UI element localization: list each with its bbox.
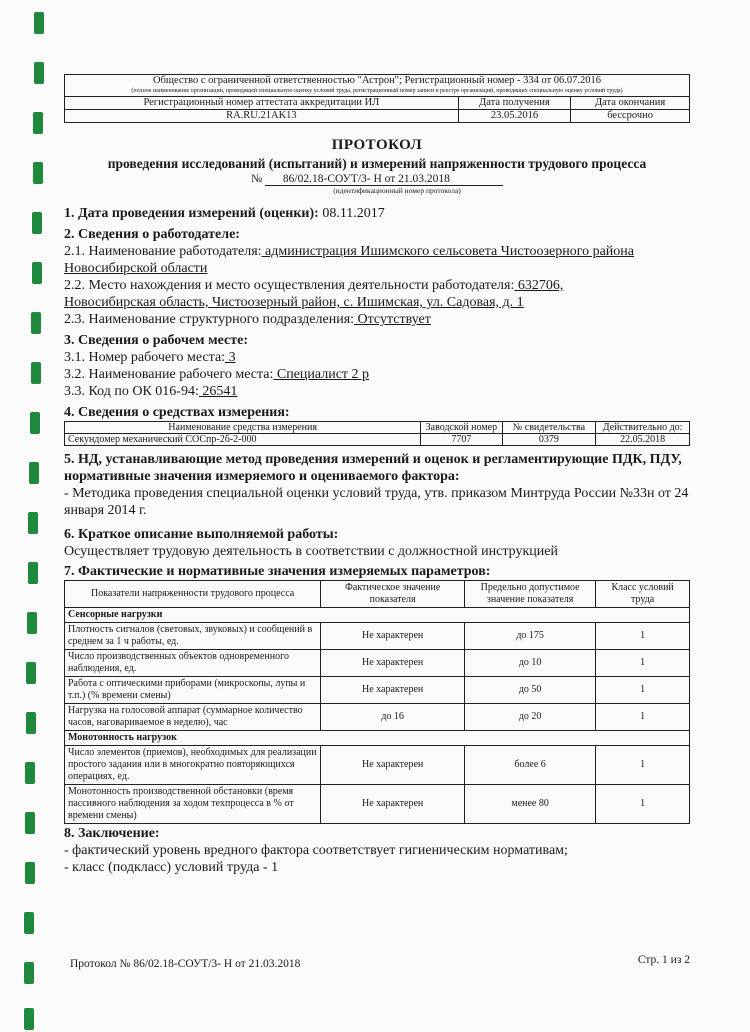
table-row: [65, 785, 690, 824]
table-cell: Не характерен: [321, 650, 465, 677]
section-5-text: - Методика проведения специальной оценки условий труда, утв. приказом Минтруда России №33н от 24 января 2014 г.: [64, 486, 689, 518]
section-3-heading: 3. Сведения о рабочем месте:: [64, 333, 248, 348]
binding-clip: [26, 712, 36, 734]
section-7: [64, 563, 690, 580]
binding-clip: [33, 162, 43, 184]
section-4: [64, 404, 690, 421]
conclusion-line-2: - класс (подкласс) условий труда - 1: [64, 860, 279, 875]
section-6-text: Осуществляет трудовую деятельность в соответствии с должностной инструкцией: [64, 544, 558, 559]
table-cell: Не характерен: [321, 677, 465, 704]
employer-address: Новосибирская область, Чистоозерный район, с. Ишимская, ул. Садовая, д. 1: [64, 295, 524, 310]
issue-date-header: Дата получения: [458, 97, 571, 110]
section-8-heading: 8. Заключение:: [64, 826, 160, 841]
conclusion-line-1: - фактический уровень вредного фактора соответствует гигиеническим нормативам;: [64, 843, 568, 858]
section-1: [64, 205, 690, 222]
table-cell: Число элементов (приемов), необходимых для реализации простого задания или в многократно повторяющихся операциях, ед.: [65, 746, 321, 785]
binding-clip: [34, 12, 44, 34]
binding-clip: [32, 212, 42, 234]
expiry-date-header: Дата окончания: [571, 97, 690, 110]
table-row: [65, 623, 690, 650]
table-header-cell: Класс условий труда: [596, 581, 690, 608]
table-cell: Не характерен: [321, 623, 465, 650]
binding-clip: [28, 562, 38, 584]
binding-clip: [25, 862, 35, 884]
table-row: [65, 650, 690, 677]
binding-clip: [31, 312, 41, 334]
table-cell: 1: [596, 677, 690, 704]
table-header-cell: Показатели напряженности трудового процесса: [65, 581, 321, 608]
binding-clip: [24, 962, 34, 984]
table-cell: Работа с оптическими приборами (микроскопы, лупы и т.п.) (% времени смены): [65, 677, 321, 704]
binding-clip: [32, 262, 42, 284]
protocol-number-line: [64, 173, 690, 186]
table-cell: Плотность сигналов (световых, звуковых) и сообщений в среднем за 1 ч работы, ед.: [65, 623, 321, 650]
section-8: [64, 825, 690, 876]
workplace-number: 3: [225, 350, 236, 365]
document-subtitle: проведения исследований (испытаний) и измерений напряженности трудового процесса: [107, 156, 647, 171]
binding-clip: [31, 362, 41, 384]
table-header-cell: Заводской номер: [421, 422, 502, 434]
binding-clip: [34, 62, 44, 84]
employer-name-cont: Новосибирской области: [64, 261, 208, 276]
table-row: [65, 677, 690, 704]
group-label: Сенсорные нагрузки: [65, 608, 690, 623]
table-cell: 1: [596, 650, 690, 677]
workplace-number-label: 3.1. Номер рабочего места:: [64, 350, 226, 365]
page-footer: [70, 954, 690, 970]
binding-clip: [24, 1008, 34, 1030]
instruments-table: [64, 421, 690, 446]
table-cell: до 10: [465, 650, 596, 677]
table-header-cell: Действительно до:: [596, 422, 690, 434]
table-cell: до 50: [465, 677, 596, 704]
table-cell: Не характерен: [321, 785, 465, 824]
section-6-heading: 6. Краткое описание выполняемой работы:: [64, 527, 339, 542]
employer-location-label: 2.2. Место нахождения и место осуществления деятельности работодателя:: [64, 278, 515, 293]
section-4-heading: 4. Сведения о средствах измерения:: [64, 405, 290, 420]
table-cell: Секундомер механический СОСпр-2б-2-000: [65, 434, 421, 446]
page-number: Стр. 1 из 2: [637, 954, 690, 966]
table-header-row: [65, 422, 690, 434]
table-row: [65, 704, 690, 731]
table-cell: менее 80: [465, 785, 596, 824]
table-cell: 1: [596, 785, 690, 824]
section-2-heading: 2. Сведения о работодателе:: [64, 227, 240, 242]
protocol-number: 86/02.18-СОУТ/3- Н от 21.03.2018: [265, 173, 503, 186]
employer-name: администрация Ишимского сельсовета Чистоозерного района: [261, 244, 634, 259]
table-cell: 1: [596, 704, 690, 731]
table-cell: Не характерен: [321, 746, 465, 785]
group-row: [65, 608, 690, 623]
footer-protocol-ref: Протокол № 86/02.18-СОУТ/3- Н от 21.03.2018: [70, 958, 301, 970]
accreditation-number: RA.RU.21AK13: [65, 110, 459, 123]
organization-line: [65, 75, 690, 97]
employer-name-label: 2.1. Наименование работодателя:: [64, 244, 262, 259]
binding-clip: [25, 762, 35, 784]
table-cell: Нагрузка на голосовой аппарат (суммарное количество часов, наговариваемое в неделю), час: [65, 704, 321, 731]
section-3: [64, 332, 690, 400]
division-value: Отсутствует: [354, 312, 431, 327]
document-title: ПРОТОКОЛ: [331, 137, 423, 153]
table-cell: 22.05.2018: [596, 434, 690, 446]
table-cell: Число производственных объектов одновременного наблюдения, ед.: [65, 650, 321, 677]
binding-clip: [33, 112, 43, 134]
table-cell: 1: [596, 623, 690, 650]
issue-date: 23.05.2016: [458, 110, 571, 123]
binding-clip: [26, 662, 36, 684]
organization-name: Общество с ограниченной ответственностью "Астрон"; Регистрационный номер - 334 от 06.07.2016: [152, 75, 602, 86]
measurement-date: 08.11.2017: [318, 206, 385, 221]
table-cell: 0379: [502, 434, 596, 446]
table-row: [65, 434, 690, 446]
section-1-label: 1. Дата проведения измерений (оценки):: [64, 206, 319, 221]
group-label: Монотонность нагрузок: [65, 731, 690, 746]
expiry-date: бессрочно: [571, 110, 690, 123]
spiral-binding: [0, 0, 60, 1032]
section-5: [64, 451, 690, 519]
binding-clip: [25, 812, 35, 834]
organization-caption: (полное наименование организации, проводящей специальную оценку условий труда, регистрационный номер записи в реестре организаций, проводящих специальную оценку условий труда): [131, 88, 623, 94]
document-page: [64, 74, 690, 876]
table-cell: Монотонность производственной обстановки (время пассивного наблюдения за ходом техпроцесса в % от времени смены): [65, 785, 321, 824]
binding-clip: [24, 912, 34, 934]
table-row: [65, 746, 690, 785]
table-cell: 7707: [421, 434, 502, 446]
table-cell: до 175: [465, 623, 596, 650]
table-cell: до 20: [465, 704, 596, 731]
table-header-row: [65, 581, 690, 608]
protocol-number-caption: (идентификационный номер протокола): [333, 186, 461, 195]
table-cell: до 16: [321, 704, 465, 731]
ok-code-label: 3.3. Код по ОК 016-94:: [64, 384, 199, 399]
table-cell: 1: [596, 746, 690, 785]
table-header-cell: № свидетельства: [502, 422, 596, 434]
employer-postcode: 632706,: [514, 278, 564, 293]
table-header-cell: Фактическое значение показателя: [321, 581, 465, 608]
binding-clip: [30, 412, 40, 434]
table-cell: более 6: [465, 746, 596, 785]
workplace-name: Специалист 2 р: [273, 367, 370, 382]
table-header-cell: Наименование средства измерения: [65, 422, 421, 434]
binding-clip: [27, 612, 37, 634]
group-row: [65, 731, 690, 746]
organization-header-table: [64, 74, 690, 123]
parameters-table: [64, 580, 690, 824]
binding-clip: [29, 462, 39, 484]
ok-code: 26541: [198, 384, 238, 399]
section-2: [64, 226, 690, 328]
number-sign: №: [251, 173, 263, 185]
division-label: 2.3. Наименование структурного подразделения:: [64, 312, 355, 327]
accreditation-header: Регистрационный номер аттестата аккредитации ИЛ: [65, 97, 459, 110]
section-6: [64, 526, 690, 560]
workplace-name-label: 3.2. Наименование рабочего места:: [64, 367, 274, 382]
table-header-cell: Предельно допустимое значение показателя: [465, 581, 596, 608]
section-5-heading: 5. НД, устанавливающие метод проведения измерений и оценок и регламентирующие ПДК, ПДУ, нормативные значения измеряемого и оцениваемого фактора:: [64, 452, 682, 484]
section-7-heading: 7. Фактические и нормативные значения измеряемых параметров:: [64, 564, 491, 579]
binding-clip: [28, 512, 38, 534]
